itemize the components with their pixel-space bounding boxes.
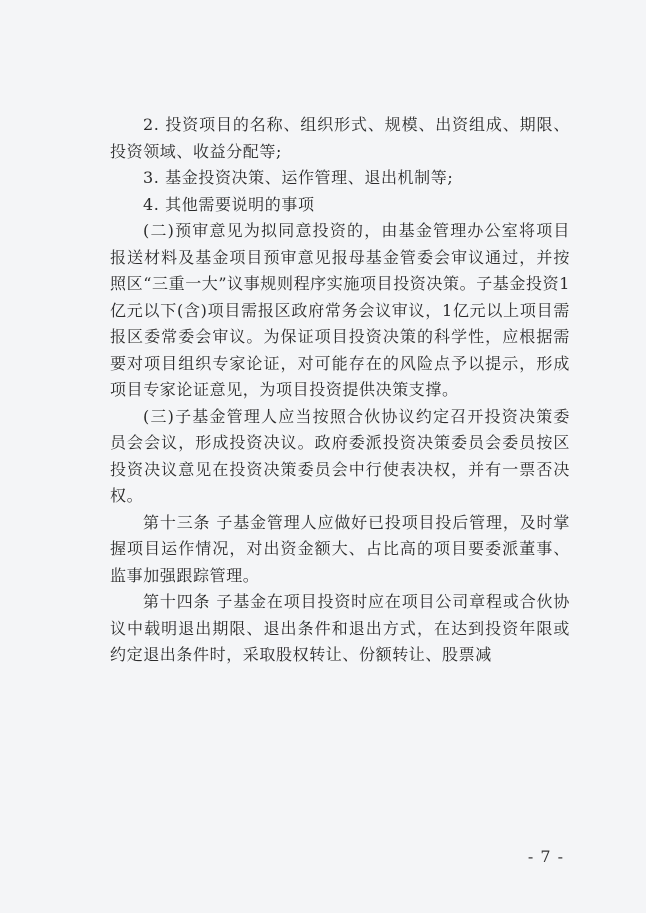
paragraph-item-3: 3. 基金投资决策、运作管理、退出机制等; <box>143 168 454 187</box>
paragraph-article-13: 第十三条 子基金管理人应做好已投项目投后管理，及时掌握项目运作情况，对出资金额大、占比高的项目要委派董事、监事加强跟踪管理。 <box>110 512 570 585</box>
paragraph-sub-fund-manager: (三)子基金管理人应当按照合伙协议约定召开投资决策委员会会议，形成投资决议。政府委派投资决策委员会委员按区投资决议意见在投资决策委员会中行使表决权，并有一票否决权。 <box>110 406 570 505</box>
paragraph-article-14: 第十四条 子基金在项目投资时应在项目公司章程或合伙协议中载明退出期限、退出条件和退出方式，在达到投资年限或约定退出条件时，采取股权转让、份额转让、股票减 <box>110 592 570 664</box>
page-number: - 7 - <box>527 847 564 866</box>
paragraph-item-2: 2. 投资项目的名称、组织形式、规模、出资组成、期限、投资领域、收益分配等; <box>110 115 570 161</box>
document-body <box>110 112 570 669</box>
paragraph-item-4: 4. 其他需要说明的事项 <box>143 194 315 214</box>
paragraph-review-opinion: (二)预审意见为拟同意投资的，由基金管理办公室将项目报送材料及基金项目预审意见报母基金管委会审议通过，并按照区“三重一大”议事规则程序实施项目投资决策。子基金投资1亿元以下(含)项目需报区政府常务会议审议，1亿元以上项目需报区委常委会审议。为保证项目投资决策的科学性，应根据需要对项目组织专家论证，对可能存在的风险点予以提示，形成项目专家论证意见，为项目投资提供决策支撑。 <box>110 221 570 399</box>
